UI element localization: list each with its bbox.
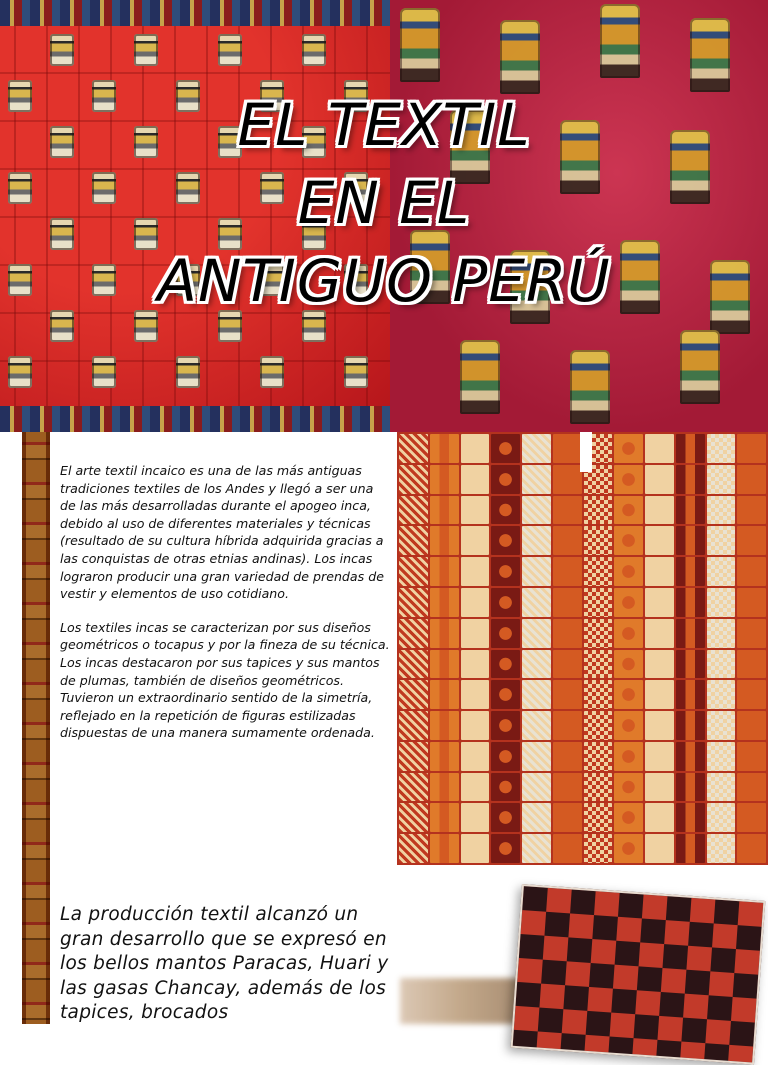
tocapu-square [461, 742, 490, 771]
tocapu-square [399, 650, 428, 679]
tocapu-square [522, 619, 551, 648]
tocapu-square [737, 680, 766, 709]
tocapu-square [522, 680, 551, 709]
title-line: EL TEXTIL [237, 91, 531, 159]
tocapu-square [614, 742, 643, 771]
tocapu-square [645, 434, 674, 463]
tocapu-square [645, 742, 674, 771]
tocapu-square [461, 496, 490, 525]
textile-warrior-figure [680, 330, 720, 404]
tocapu-square [461, 773, 490, 802]
tocapu-square [707, 680, 736, 709]
tocapu-square [614, 773, 643, 802]
tocapu-square [737, 650, 766, 679]
tocapu-square [707, 588, 736, 617]
tocapu-square [584, 619, 613, 648]
tocapu-square [707, 650, 736, 679]
tocapu-square [430, 834, 459, 863]
tocapu-square [491, 619, 520, 648]
tocapu-square [676, 773, 705, 802]
tocapu-square [522, 434, 551, 463]
tocapu-square [614, 434, 643, 463]
checkered-textile-photo [511, 884, 766, 1065]
tocapu-square [584, 742, 613, 771]
tocapu-square [399, 557, 428, 586]
tocapu-square [522, 711, 551, 740]
tocapu-square [461, 680, 490, 709]
tocapu-square [491, 465, 520, 494]
tocapu-square [707, 557, 736, 586]
tocapu-square [737, 465, 766, 494]
textile-figure [92, 356, 116, 388]
tocapu-square [522, 742, 551, 771]
paragraph: La producción textil alcanzó un gran desarrollo que se expresó en los bellos mantos Paracas, Huari y las gasas Chancay, además de los tapices, brocados [60, 904, 389, 1023]
article-text [60, 462, 390, 758]
tocapu-square [430, 711, 459, 740]
tocapu-square [553, 773, 582, 802]
tocapu-square [553, 711, 582, 740]
tocapu-square [461, 465, 490, 494]
tocapu-square [645, 680, 674, 709]
textile-warrior-figure [690, 18, 730, 92]
tocapu-square [645, 834, 674, 863]
tocapu-square [645, 496, 674, 525]
tocapu-square [461, 834, 490, 863]
tocapu-square [491, 496, 520, 525]
tocapu-square [461, 588, 490, 617]
tocapu-square [553, 496, 582, 525]
tocapu-square [737, 803, 766, 832]
tocapu-square [584, 803, 613, 832]
tocapu-square [399, 619, 428, 648]
tocapu-square [707, 742, 736, 771]
tocapu-square [399, 588, 428, 617]
tocapu-square [522, 557, 551, 586]
tocapu-square [584, 650, 613, 679]
tocapu-square [553, 526, 582, 555]
tocapu-square [461, 711, 490, 740]
tocapu-square [399, 526, 428, 555]
tocapu-square [584, 496, 613, 525]
textile-border-top [0, 0, 390, 26]
tocapu-square [461, 803, 490, 832]
tocapu-square [645, 773, 674, 802]
tocapu-square [614, 834, 643, 863]
tocapu-square [737, 557, 766, 586]
tocapu-square [676, 834, 705, 863]
tocapu-square [399, 773, 428, 802]
tocapu-square [399, 803, 428, 832]
tocapu-square [707, 434, 736, 463]
tocapu-square [522, 465, 551, 494]
tocapu-square [430, 557, 459, 586]
paragraph: El arte textil incaico es una de las más antiguas tradiciones textiles de los Andes y llegó a ser una de las más desarrolladas durante el apogeo inca, debido al uso de diferentes materiales y técnicas (resultado de su cultura híbrida adquirida gracias a las conquistas de otras etnias andinas). Los incas lograron producir una gran variedad de prendas de vestir y elementos de uso cotidiano. [60, 463, 384, 602]
tocapu-square [522, 773, 551, 802]
tunic-neck-slit [580, 432, 592, 472]
tocapu-square [614, 680, 643, 709]
textile-figure [260, 356, 284, 388]
tocapu-square [399, 742, 428, 771]
tocapu-square [461, 434, 490, 463]
tocapu-square [614, 557, 643, 586]
hero-banner [0, 0, 768, 432]
tocapu-square [737, 526, 766, 555]
tocapu-square [430, 588, 459, 617]
tocapu-square [645, 619, 674, 648]
tocapu-square [584, 680, 613, 709]
tocapu-square [430, 434, 459, 463]
textile-warrior-figure [400, 8, 440, 82]
tocapu-square [491, 711, 520, 740]
tocapu-square [737, 742, 766, 771]
tocapu-square [707, 773, 736, 802]
tocapu-square [737, 711, 766, 740]
tocapu-square [645, 803, 674, 832]
tocapu-square [614, 650, 643, 679]
tocapu-square [645, 711, 674, 740]
tocapu-square [676, 465, 705, 494]
tocapu-square [522, 834, 551, 863]
tocapu-square [399, 496, 428, 525]
tocapu-square [553, 834, 582, 863]
tocapu-square [614, 526, 643, 555]
tocapu-square [553, 588, 582, 617]
page-title [0, 86, 768, 320]
tocapu-square [584, 557, 613, 586]
tocapu-square [399, 465, 428, 494]
textile-figure [176, 356, 200, 388]
textile-figure [50, 34, 74, 66]
title-line: ANTIGUO PERÚ [157, 247, 611, 315]
tocapu-square [676, 619, 705, 648]
tocapu-square [553, 557, 582, 586]
tocapu-square [522, 526, 551, 555]
tocapu-square [491, 742, 520, 771]
tocapu-square [430, 496, 459, 525]
tocapu-square [399, 434, 428, 463]
tocapu-square [553, 465, 582, 494]
textile-figure [134, 34, 158, 66]
tocapu-square [430, 803, 459, 832]
tocapu-square [522, 650, 551, 679]
tocapu-square [707, 711, 736, 740]
tocapu-square [522, 588, 551, 617]
tocapu-textile-image [397, 432, 768, 865]
tocapu-square [553, 742, 582, 771]
textile-figure [302, 34, 326, 66]
tocapu-square [399, 834, 428, 863]
tocapu-square [461, 619, 490, 648]
textile-warrior-figure [500, 20, 540, 94]
tocapu-square [430, 742, 459, 771]
tocapu-square [676, 680, 705, 709]
tocapu-square [614, 588, 643, 617]
paragraph: Los textiles incas se caracterizan por sus diseños geométricos o tocapus y por la fineza de su técnica. Los incas destacaron por sus tapices y sus mantos de plumas, también de diseños geométricos. Tuvieron un extraordinario sentido de la simetría, reflejado en la repetición de figuras estilizadas dispuestas de una manera sumamente ordenada. [60, 619, 390, 741]
tocapu-square [553, 619, 582, 648]
tocapu-square [737, 434, 766, 463]
tocapu-square [707, 619, 736, 648]
tocapu-square [614, 803, 643, 832]
tocapu-square [461, 526, 490, 555]
tocapu-square [645, 465, 674, 494]
tocapu-square [491, 773, 520, 802]
tocapu-square [707, 526, 736, 555]
tocapu-square [676, 742, 705, 771]
tocapu-square [553, 680, 582, 709]
tocapu-square [430, 680, 459, 709]
tocapu-square [707, 834, 736, 863]
tocapu-square [553, 650, 582, 679]
tocapu-square [676, 588, 705, 617]
tocapu-square [737, 834, 766, 863]
tocapu-square [707, 803, 736, 832]
tocapu-square [430, 526, 459, 555]
tocapu-square [430, 619, 459, 648]
tocapu-square [491, 834, 520, 863]
tocapu-square [614, 619, 643, 648]
tocapu-square [676, 526, 705, 555]
title-line: EN EL [297, 169, 471, 237]
tocapu-square [737, 496, 766, 525]
tocapu-square [399, 680, 428, 709]
tocapu-square [491, 650, 520, 679]
tocapu-square [399, 711, 428, 740]
tocapu-square [645, 588, 674, 617]
tocapu-square [737, 588, 766, 617]
tocapu-square [614, 711, 643, 740]
tocapu-square [737, 773, 766, 802]
textile-warrior-figure [460, 340, 500, 414]
tocapu-square [491, 434, 520, 463]
tocapu-square [676, 434, 705, 463]
tocapu-square [645, 557, 674, 586]
tocapu-square [584, 773, 613, 802]
textile-figure [218, 34, 242, 66]
textile-figure [8, 356, 32, 388]
tocapu-square [707, 465, 736, 494]
tocapu-square [584, 834, 613, 863]
tocapu-square [584, 711, 613, 740]
textile-figure [344, 356, 368, 388]
textile-warrior-figure [600, 4, 640, 78]
tocapu-square [430, 650, 459, 679]
tocapu-square [491, 803, 520, 832]
tocapu-square [491, 588, 520, 617]
tocapu-square [645, 650, 674, 679]
tocapu-square [522, 496, 551, 525]
tocapu-square [491, 680, 520, 709]
tocapu-square [553, 803, 582, 832]
textile-border-bottom [0, 406, 390, 432]
tocapu-square [522, 803, 551, 832]
tocapu-square [676, 650, 705, 679]
textile-border-strip [22, 432, 50, 1024]
tocapu-square [676, 711, 705, 740]
tocapu-square [584, 526, 613, 555]
tocapu-square [584, 588, 613, 617]
tocapu-square [676, 557, 705, 586]
tocapu-square [614, 465, 643, 494]
tocapu-square [430, 773, 459, 802]
tocapu-square [461, 557, 490, 586]
tocapu-square [491, 526, 520, 555]
tocapu-square [676, 496, 705, 525]
tocapu-square [737, 619, 766, 648]
tocapu-square [553, 434, 582, 463]
tocapu-square [707, 496, 736, 525]
tocapu-square [614, 496, 643, 525]
tocapu-square [430, 465, 459, 494]
tocapu-square [491, 557, 520, 586]
tocapu-square [645, 526, 674, 555]
tocapu-square [676, 803, 705, 832]
tocapu-square [461, 650, 490, 679]
textile-warrior-figure [570, 350, 610, 424]
